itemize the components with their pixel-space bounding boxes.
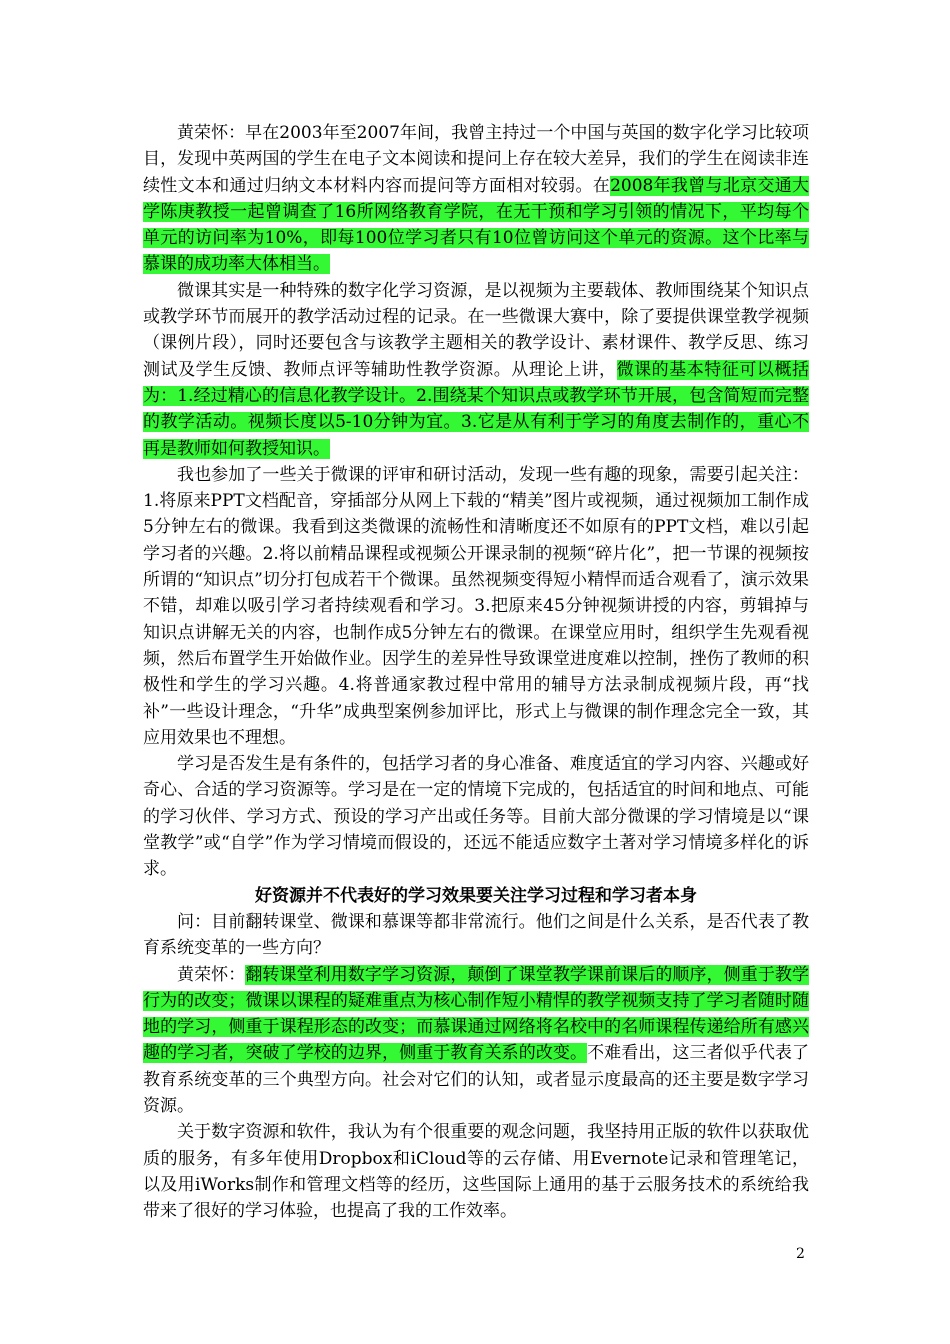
paragraph-2 bbox=[143, 278, 809, 462]
paragraph-3: 我也参加了一些关于微课的评审和研讨活动，发现一些有趣的现象，需要引起关注：1.将原来PPT文档配音，穿插部分从网上下载的“精美”图片或视频，通过视频加工制作成5分钟左右的微课。我看到这类微课的流畅性和清晰度还不如原有的PPT文档，难以引起学习者的兴趣。2.将以前精品课程或视频公开课录制的视频“碎片化”，把一节课的视频按所谓的“知识点”切分打包成若干个微课。虽然视频变得短小精悍而适合观看了，演示效果不错，却难以吸引学习者持续观看和学习。3.把原来45分钟视频讲授的内容，剪辑掉与知识点讲解无关的内容，也制作成5分钟左右的微课。在课堂应用时，组织学生先观看视频，然后布置学生开始做作业。因学生的差异性导致课堂进度难以控制，挫伤了教师的积极性和学生的学习兴趣。4.将普通家教过程中常用的辅导方法录制成视频片段，再“找补”一些设计理念，“升华”成典型案例参加评比，形式上与微课的制作理念完全一致，其应用效果也不理想。 bbox=[143, 464, 809, 748]
paragraph-6-text: 不难看出，这三者似乎代表了教育系统变革的三个典型方向。社会对它们的认知，或者显示度最高的还主要是数字学习资源。 bbox=[143, 1043, 810, 1116]
page-number: 2 bbox=[796, 1246, 805, 1262]
document-body bbox=[143, 120, 809, 1224]
highlighted-text: 微课的基本特征可以概括为：1.经过精心的信息化教学设计。2.围绕某个知识点或教学环节开展，包含简短而完整的教学活动。视频长度以5-10分钟为宜。3.它是从有利于学习的角度去制作的，重心不再是教师如何教授知识。 bbox=[143, 359, 809, 459]
section-heading: 好资源并不代表好的学习效果要关注学习过程和学习者本身 bbox=[255, 885, 697, 906]
paragraph-5: 问：目前翻转课堂、微课和慕课等都非常流行。他们之间是什么关系，是否代表了教育系统变革的一些方向？ bbox=[143, 911, 809, 959]
paragraph-6 bbox=[143, 962, 809, 1120]
paragraph-2-text: 微课其实是一种特殊的数字化学习资源，是以视频为主要载体、教师围绕某个知识点或教学环节而展开的教学活动过程的记录。在一些微课大赛中，除了要提供课堂教学视频（课例片段），同时还要包含与该教学主题相关的教学设计、素材课件、教学反思、练习测试及学生反馈、教师点评等辅助性教学资源。从理论上讲， bbox=[143, 280, 809, 380]
highlighted-text: 翻转课堂利用数字学习资源，颠倒了课堂教学课前课后的顺序，侧重于教学行为的改变；微课以课程的疑难重点为核心制作短小精悍的教学视频支持了学习者随时随地的学习，侧重于课程形态的改变；而慕课通过网络将名校中的名师课程传递给所有感兴趣的学习者，突破了学校的边界，侧重于教育关系的改变。 bbox=[143, 964, 810, 1064]
paragraph-4: 学习是否发生是有条件的，包括学习者的身心准备、难度适宜的学习内容、兴趣或好奇心、合适的学习资源等。学习是在一定的情境下完成的，包括适宜的时间和地点、可能的学习伙伴、学习方式、预设的学习产出或任务等。目前大部分微课的学习情境是以“课堂教学”或“自学”作为学习情境而假设的，还远不能适应数字土著对学习情境多样化的诉求。 bbox=[143, 754, 809, 880]
paragraph-6-speaker: 黄荣怀： bbox=[177, 964, 246, 985]
paragraph-1 bbox=[143, 120, 809, 278]
paragraph-7: 关于数字资源和软件，我认为有个很重要的观念问题，我坚持用正版的软件以获取优质的服务，有多年使用Dropbox和iCloud等的云存储、用Evernote记录和管理笔记，以及用iWorks制作和管理文档等的经历，这些国际上通用的基于云服务技术的系统给我带来了很好的学习体验，也提高了我的工作效率。 bbox=[143, 1122, 809, 1222]
highlighted-text: 2008年我曾与北京交通大学陈庚教授一起曾调查了16所网络教育学院，在无干预和学习引领的情况下，平均每个单元的访问率为10%，即每100位学习者只有10位曾访问这个单元的资源。这个比率与慕课的成功率大体相当。 bbox=[143, 175, 810, 275]
paragraph-1-text: 黄荣怀：早在2003年至2007年间，我曾主持过一个中国与英国的数字化学习比较项目，发现中英两国的学生在电子文本阅读和提问上存在较大差异，我们的学生在阅读非连续性文本和通过归纳文本材料内容而提问等方面相对较弱。在 bbox=[143, 123, 809, 196]
